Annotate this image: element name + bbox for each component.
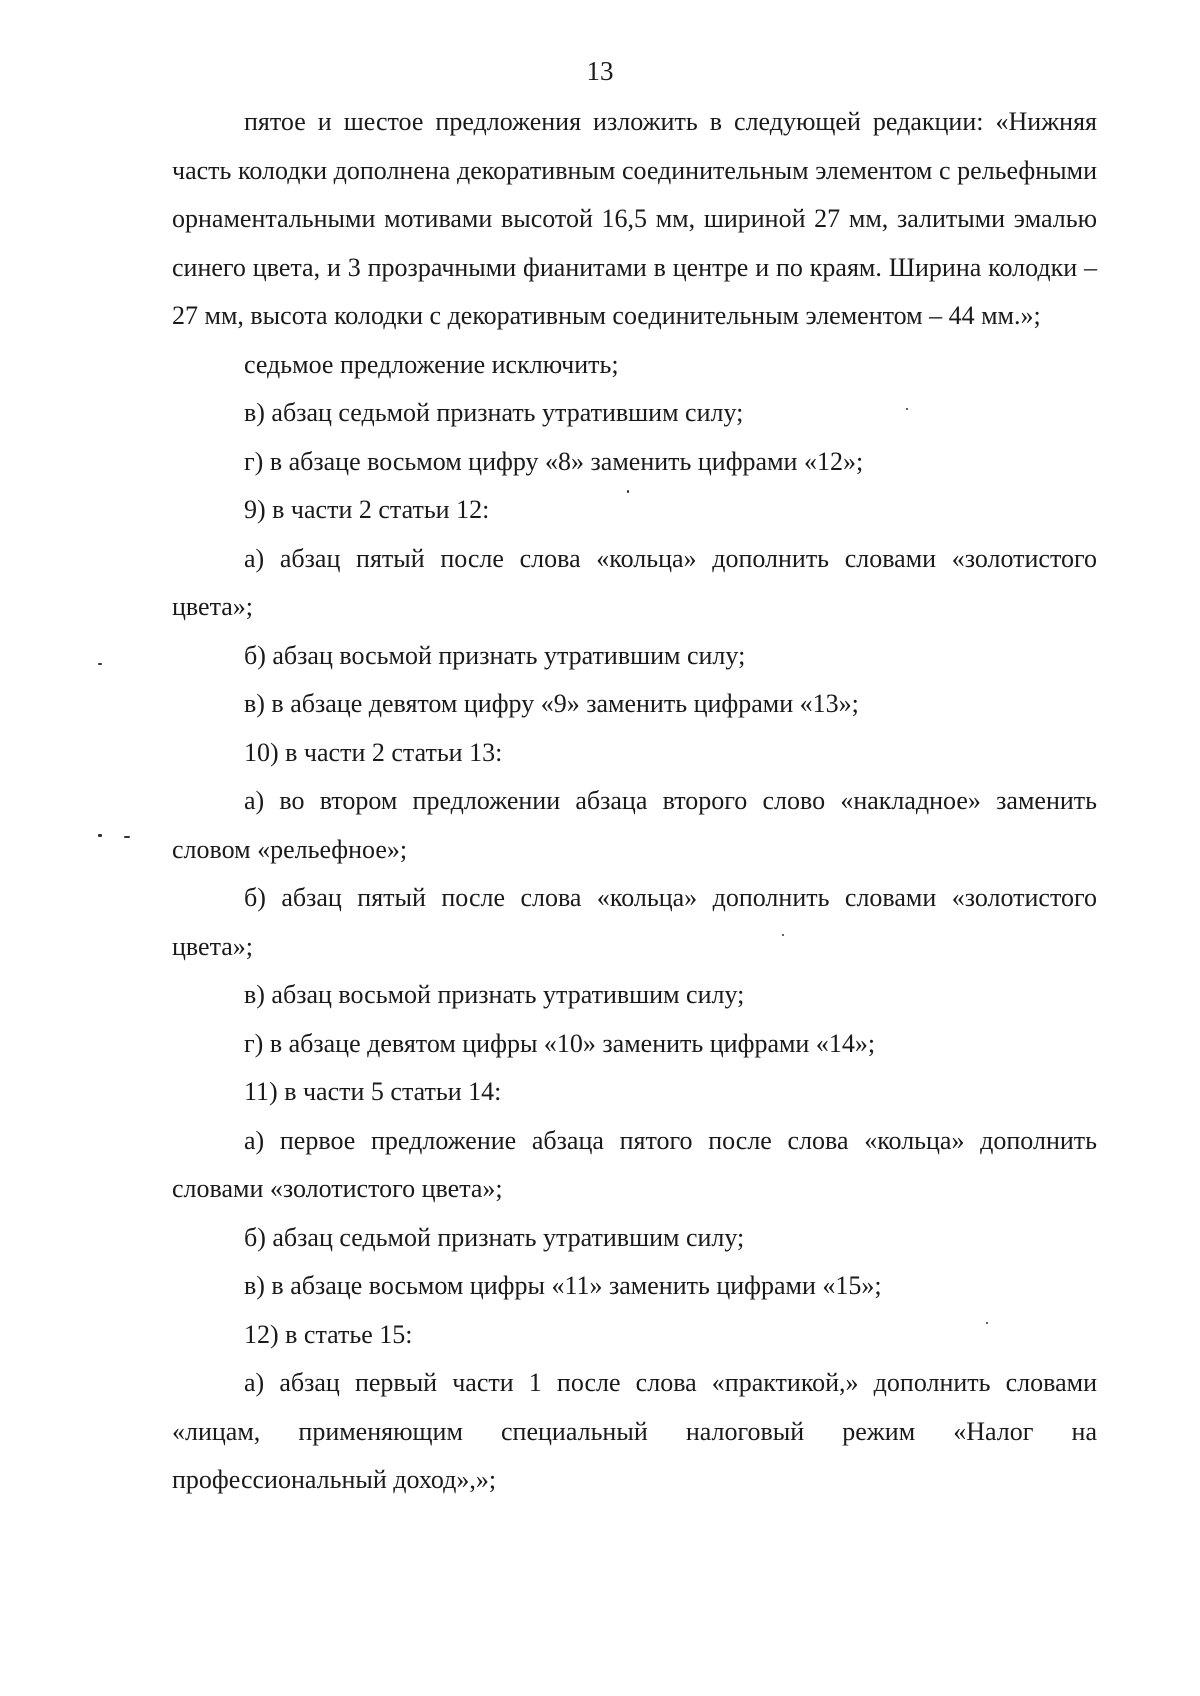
paragraph: г) в абзаце восьмом цифру «8» заменить цифрами «12»; xyxy=(244,446,864,476)
scan-speck xyxy=(986,1322,988,1324)
paragraph: в) абзац восьмой признать утратившим силу; xyxy=(244,980,745,1009)
paragraph: 11) в части 5 статьи 14: xyxy=(244,1077,502,1106)
paragraph: б) абзац пятый после слова «кольца» дополнить словами «золотистого цвета»; xyxy=(172,883,1097,961)
paragraph: б) абзац седьмой признать утратившим силу; xyxy=(244,1222,745,1252)
document-body xyxy=(172,98,1097,1505)
paragraph: пятое и шестое предложения изложить в следующей редакции: «Нижняя часть колодки дополнена декоративным соединительным элементом с рельефными орнаментальными мотивами высотой 16,5 мм, шириной 27 мм, залитыми эмалью синего цвета, и 3 прозрачными фианитами в центре и по краям. Ширина колодки – 27 мм, высота колодки с декоративным соединительным элементом – 44 мм.»; xyxy=(172,107,1097,330)
scan-speck xyxy=(906,408,908,410)
paragraph: б) абзац восьмой признать утратившим силу; xyxy=(244,640,746,670)
paragraph: а) первое предложение абзаца пятого после слова «кольца» дополнить словами «золотистого цвета»; xyxy=(172,1125,1097,1203)
paragraph: в) в абзаце восьмом цифры «11» заменить цифрами «15»; xyxy=(244,1271,882,1300)
paragraph: а) абзац первый части 1 после слова «практикой,» дополнить словами «лицам, применяющим специальный налоговый режим «Налог на профессиональный доход»,»; xyxy=(172,1368,1097,1494)
paragraph: в) в абзаце девятом цифру «9» заменить цифрами «13»; xyxy=(244,689,859,718)
paragraph: 9) в части 2 статьи 12: xyxy=(244,495,490,524)
page-number: 13 xyxy=(586,56,614,86)
paragraph: 10) в части 2 статьи 13: xyxy=(244,737,503,767)
paragraph: г) в абзаце девятом цифры «10» заменить цифрами «14»; xyxy=(244,1028,876,1058)
scan-speck xyxy=(782,934,784,936)
scan-speck xyxy=(627,490,629,493)
paragraph: а) во втором предложении абзаца второго слово «накладное» заменить словом «рельефное»; xyxy=(172,786,1097,864)
paragraph: седьмое предложение исключить; xyxy=(244,349,619,379)
scan-speck xyxy=(98,834,102,837)
paragraph: 12) в статье 15: xyxy=(244,1319,413,1349)
scan-speck xyxy=(98,663,102,665)
scan-speck xyxy=(124,836,130,838)
paragraph: а) абзац пятый после слова «кольца» дополнить словами «золотистого цвета»; xyxy=(172,543,1097,621)
paragraph: в) абзац седьмой признать утратившим силу; xyxy=(244,398,744,427)
